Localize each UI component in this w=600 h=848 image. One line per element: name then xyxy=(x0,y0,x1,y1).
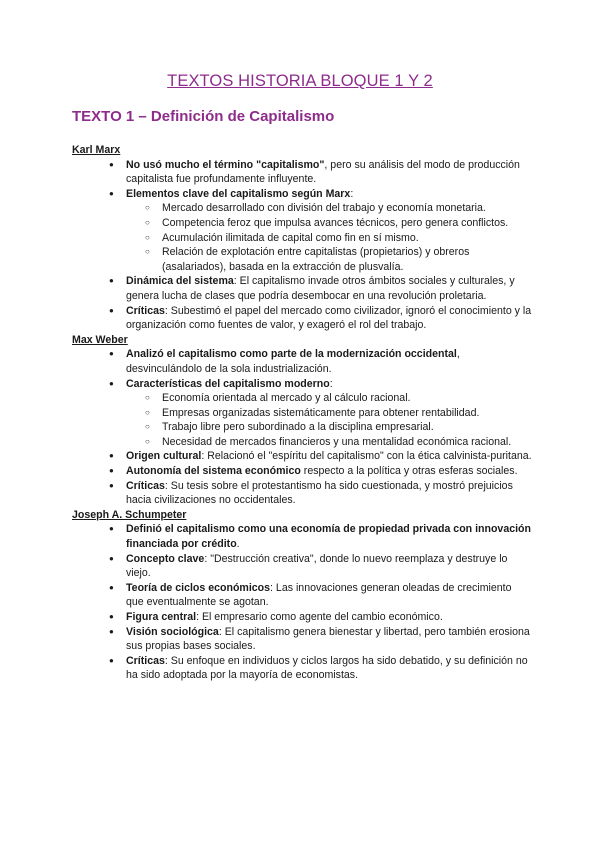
list-item xyxy=(126,274,532,303)
list-item xyxy=(126,522,532,551)
list-item-text: . xyxy=(236,538,240,551)
sub-list-item: ○ Relación de explotación entre capitalistas (propietarios) y obreros (asalariados), basada en la extracción de plusvalía. xyxy=(162,245,532,274)
author-heading: Max Weber xyxy=(72,333,128,346)
sub-list xyxy=(126,391,532,449)
list-item-text: , pero su análisis del modo de producción capitalista fue profundamente influyente. xyxy=(126,158,520,186)
sub-list-item: ○ Economía orientada al mercado y al cálculo racional. xyxy=(162,391,532,406)
list-item xyxy=(126,552,532,581)
list-item-keyword: Críticas xyxy=(126,654,165,667)
list-item-text: : El capitalismo genera bienestar y libertad, pero también erosiona sus propias bases sociales. xyxy=(126,625,530,653)
list-item-text: , desvinculándolo de la sola industrialización. xyxy=(126,348,460,375)
list-item-keyword: Visión sociológica xyxy=(126,625,219,638)
sub-list xyxy=(126,201,532,274)
bullet-list xyxy=(72,158,532,333)
bullet-list xyxy=(72,347,532,508)
list-item-text: respecto a la política y otras esferas sociales. xyxy=(300,465,518,478)
list-item-text: : Las innovaciones generan oleadas de crecimiento que eventualmente se agotan. xyxy=(126,581,512,609)
list-item xyxy=(126,449,532,464)
list-item-text: : Subestimó el papel del mercado como civilizador, ignoró el conocimiento y la organización como fuentes de valor, y exageró el rol del trabajo. xyxy=(126,304,532,332)
sub-list-item: ○ Competencia feroz que impulsa avances técnicos, pero genera conflictos. xyxy=(162,216,532,231)
list-item-keyword: Origen cultural xyxy=(126,450,202,463)
list-item-keyword: Dinámica del sistema xyxy=(126,275,234,288)
list-item-keyword: Figura central xyxy=(126,611,197,623)
author-heading: Joseph A. Schumpeter xyxy=(72,508,187,521)
list-item-keyword: Elementos clave del capitalismo según Marx xyxy=(126,187,351,200)
list-item xyxy=(126,464,532,479)
list-item xyxy=(126,610,532,625)
list-item-keyword: Críticas xyxy=(126,304,165,317)
list-item-text: : Su enfoque en individuos y ciclos largos ha sido debatido, y su definición no ha sido adoptada por la mayoría de economistas. xyxy=(126,654,528,682)
list-item-keyword: Críticas xyxy=(126,479,165,492)
list-item-keyword: Analizó el capitalismo como parte de la modernización occidental xyxy=(126,348,457,361)
list-item-keyword: Definió el capitalismo como una economía de propiedad privada con innovación financiada por crédito xyxy=(126,523,531,551)
list-item-keyword: No usó mucho el término "capitalismo" xyxy=(126,158,325,171)
list-item-text: : Relacionó el "espíritu del capitalismo" con la ética calvinista-puritana. xyxy=(201,450,532,463)
list-item xyxy=(126,625,532,654)
list-item-text: : xyxy=(329,377,333,390)
list-item xyxy=(126,158,532,187)
list-item-text: : Su tesis sobre el protestantismo ha sido cuestionada, y mostró prejuicios hacia civilizaciones no occidentales. xyxy=(126,479,513,507)
list-item-keyword: Características del capitalismo moderno xyxy=(126,377,330,390)
sub-list-item: ○ Empresas organizadas sistemáticamente para obtener rentabilidad. xyxy=(162,406,532,421)
list-item xyxy=(126,479,532,508)
document-content xyxy=(72,143,532,683)
list-item-text: : El capitalismo invade otros ámbitos sociales y culturales, y genera lucha de clases que podría desembocar en una revolución proletaria. xyxy=(126,275,515,302)
list-item xyxy=(126,581,532,610)
list-item xyxy=(126,304,532,333)
list-item xyxy=(126,654,532,683)
list-item xyxy=(126,347,532,376)
list-item xyxy=(126,377,532,450)
bullet-list xyxy=(72,522,532,683)
list-item-text: : "Destrucción creativa", donde lo nuevo reemplaza y destruye lo viejo. xyxy=(126,552,508,580)
sub-list-item: ○ Mercado desarrollado con división del trabajo y economía monetaria. xyxy=(162,201,532,216)
list-item-text: : xyxy=(350,187,354,200)
sub-list-item: ○ Necesidad de mercados financieros y una mentalidad económica racional. xyxy=(162,435,532,450)
list-item-keyword: Concepto clave xyxy=(126,552,205,565)
sub-list-item: ○ Trabajo libre pero subordinado a la disciplina empresarial. xyxy=(162,420,532,435)
document-title: TEXTOS HISTORIA BLOQUE 1 Y 2 xyxy=(167,72,433,90)
list-item xyxy=(126,187,532,275)
author-heading: Karl Marx xyxy=(72,144,121,156)
list-item-keyword: Autonomía del sistema económico xyxy=(126,465,301,478)
list-item-text: : El empresario como agente del cambio económico. xyxy=(196,611,443,623)
list-item-keyword: Teoría de ciclos económicos xyxy=(126,581,271,594)
sub-list-item: ○ Acumulación ilimitada de capital como fin en sí mismo. xyxy=(162,231,532,246)
section-title: TEXTO 1 – Definición de Capitalismo xyxy=(72,108,335,125)
